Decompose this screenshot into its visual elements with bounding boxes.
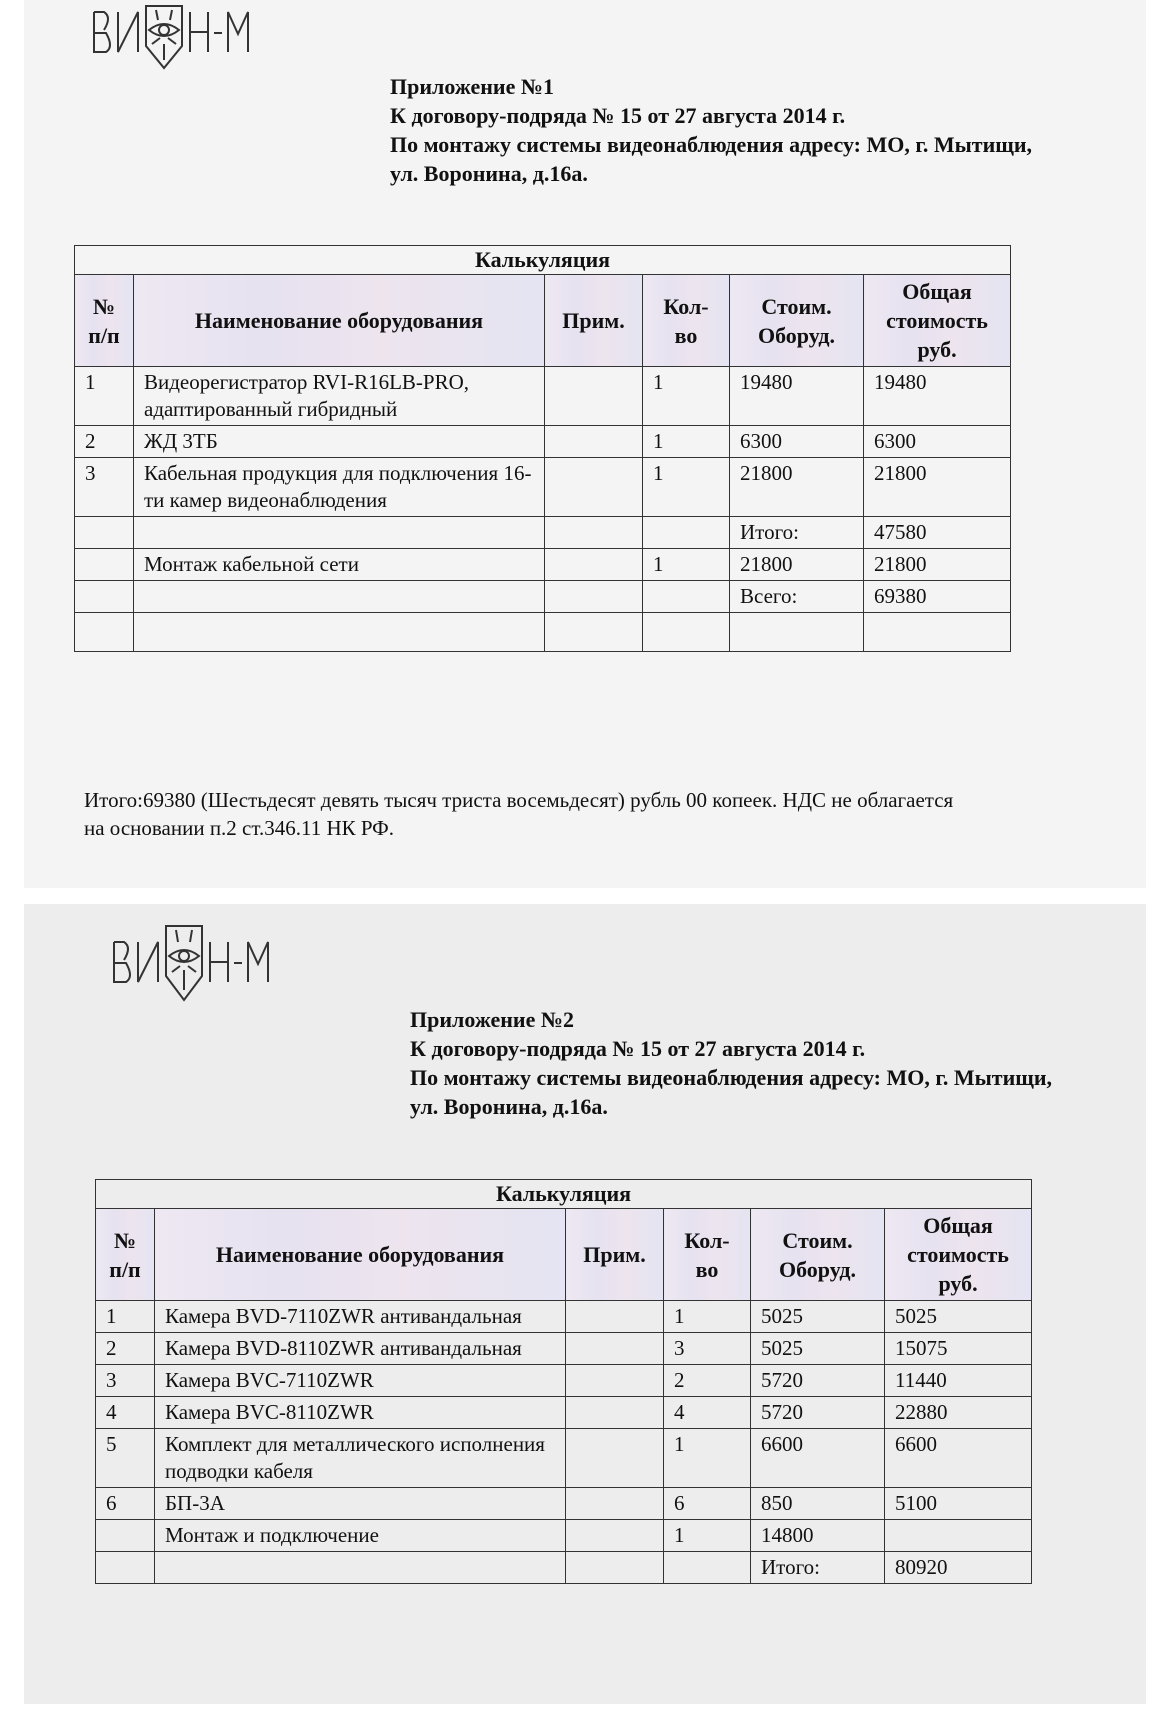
cell-num: 1 [75,367,134,426]
total-in-words-line-2: на основании п.2 ст.346.11 НК РФ. [84,816,395,840]
grand-total-value: 69380 [864,581,1011,613]
appendix-1-page [24,0,1146,888]
total-in-words [84,786,1154,842]
cell-note [545,367,643,426]
cell-num: 2 [75,426,134,458]
cell-num: 3 [96,1365,155,1397]
cell-total: 5100 [885,1488,1032,1520]
table-row [96,1365,1032,1397]
cell-total: 19480 [864,367,1011,426]
cell-price: 5025 [751,1301,885,1333]
cell-qty [664,1552,751,1584]
table-row [96,1429,1032,1488]
cell-qty: 2 [664,1365,751,1397]
cell-name [155,1552,566,1584]
col-num: № п/п [75,275,134,367]
table-row [75,367,1011,426]
col-name: Наименование оборудования [155,1209,566,1301]
table-row [96,1301,1032,1333]
cell-total: 5025 [885,1301,1032,1333]
appendix-header [410,1005,1052,1121]
cell-price [730,613,864,652]
calculation-table [74,245,1011,652]
cell-note [566,1333,664,1365]
subtotal-label: Итого: [751,1552,885,1584]
col-num: № п/п [96,1209,155,1301]
col-name: Наименование оборудования [134,275,545,367]
cell-price: 21800 [730,549,864,581]
cell-price: 6300 [730,426,864,458]
table-row [75,426,1011,458]
col-price: Стоим. Оборуд. [730,275,864,367]
cell-note [545,581,643,613]
cell-total: 6600 [885,1429,1032,1488]
cell-note [545,613,643,652]
cell-name: Монтаж кабельной сети [134,549,545,581]
cell-total: 15075 [885,1333,1032,1365]
cell-price: 5025 [751,1333,885,1365]
cell-num: 1 [96,1301,155,1333]
col-qty: Кол-во [664,1209,751,1301]
cell-price: 5720 [751,1365,885,1397]
cell-name [134,613,545,652]
cell-note [566,1552,664,1584]
col-total: Общая стоимость руб. [885,1209,1032,1301]
cell-name: Камера BVC-8110ZWR [155,1397,566,1429]
cell-num: 2 [96,1333,155,1365]
cell-name: Монтаж и подключение [155,1520,566,1552]
cell-price: 14800 [751,1520,885,1552]
cell-price: 5720 [751,1397,885,1429]
subtotal-value: 80920 [885,1552,1032,1584]
cell-note [545,517,643,549]
appendix-title: Приложение №1 [390,74,554,99]
cell-name: Видеорегистратор RVI-R16LB-PRO, адаптированный гибридный [134,367,545,426]
table-row [96,1488,1032,1520]
address-line: По монтажу системы видеонаблюдения адресу: МО, г. Мытищи, [410,1065,1053,1090]
cell-note [545,426,643,458]
empty-row [75,613,1011,652]
cell-total: 21800 [864,458,1011,517]
cell-price: 6600 [751,1429,885,1488]
cell-note [566,1520,664,1552]
cell-total: 11440 [885,1365,1032,1397]
table-row [96,1520,1032,1552]
cell-name: Комплект для металлического исполнения подводки кабеля [155,1429,566,1488]
cell-num [75,517,134,549]
cell-num [75,581,134,613]
cell-num: 6 [96,1488,155,1520]
cell-note [566,1397,664,1429]
cell-price: 850 [751,1488,885,1520]
col-total: Общая стоимость руб. [864,275,1011,367]
cell-qty: 1 [664,1301,751,1333]
address-line-2: ул. Воронина, д.16а. [390,161,588,186]
table-header-row [75,275,1011,367]
cell-qty: 1 [664,1520,751,1552]
appendix-header [390,72,1032,188]
cell-name: Камера BVD-8110ZWR антивандальная [155,1333,566,1365]
cell-note [566,1365,664,1397]
subtotal-row [75,517,1011,549]
cell-qty [643,613,730,652]
table-row [96,1397,1032,1429]
cell-total [864,613,1011,652]
table-header-row [96,1209,1032,1301]
cell-qty: 1 [664,1429,751,1488]
cell-qty: 1 [643,458,730,517]
cell-qty: 6 [664,1488,751,1520]
grand-total-row [75,581,1011,613]
table-row [75,549,1011,581]
subtotal-value: 47580 [864,517,1011,549]
cell-name [134,517,545,549]
table-row [75,458,1011,517]
col-note: Прим. [566,1209,664,1301]
cell-total [885,1520,1032,1552]
cell-num: 3 [75,458,134,517]
cell-note [545,549,643,581]
col-note: Прим. [545,275,643,367]
contract-reference: К договору-подряда № 15 от 27 августа 2014 г. [390,103,846,128]
cell-qty: 3 [664,1333,751,1365]
address-line-2: ул. Воронина, д.16а. [410,1094,608,1119]
total-in-words-line-1: Итого:69380 (Шестьдесят девять тысяч триста восемьдесят) рубль 00 копеек. НДС не облагается [84,788,954,812]
cell-name: Камера BVD-7110ZWR антивандальная [155,1301,566,1333]
cell-note [566,1301,664,1333]
cell-qty: 4 [664,1397,751,1429]
cell-qty: 1 [643,549,730,581]
cell-total: 21800 [864,549,1011,581]
cell-price: 19480 [730,367,864,426]
cell-qty [643,517,730,549]
subtotal-row [96,1552,1032,1584]
cell-name: ЖД 3ТБ [134,426,545,458]
col-price: Стоим. Оборуд. [751,1209,885,1301]
cell-qty: 1 [643,426,730,458]
cell-note [566,1488,664,1520]
cell-num [75,613,134,652]
cell-name: Камера BVC-7110ZWR [155,1365,566,1397]
cell-total: 22880 [885,1397,1032,1429]
cell-qty [643,581,730,613]
appendix-2-page [24,904,1146,1704]
col-qty: Кол-во [643,275,730,367]
address-line: По монтажу системы видеонаблюдения адресу: МО, г. Мытищи, [390,132,1033,157]
calculation-table [95,1179,1032,1584]
cell-num: 5 [96,1429,155,1488]
cell-qty: 1 [643,367,730,426]
contract-reference: К договору-подряда № 15 от 27 августа 2014 г. [410,1036,866,1061]
table-title: Калькуляция [75,246,1011,275]
company-logo [106,916,286,1006]
cell-name: БП-3А [155,1488,566,1520]
company-logo [86,0,266,75]
cell-num [96,1520,155,1552]
cell-num: 4 [96,1397,155,1429]
table-row [96,1333,1032,1365]
grand-total-label: Всего: [730,581,864,613]
cell-total: 6300 [864,426,1011,458]
cell-note [566,1429,664,1488]
cell-name [134,581,545,613]
subtotal-label: Итого: [730,517,864,549]
table-title: Калькуляция [96,1180,1032,1209]
cell-num [75,549,134,581]
cell-note [545,458,643,517]
cell-price: 21800 [730,458,864,517]
cell-name: Кабельная продукция для подключения 16-ти камер видеонаблюдения [134,458,545,517]
appendix-title: Приложение №2 [410,1007,574,1032]
cell-num [96,1552,155,1584]
